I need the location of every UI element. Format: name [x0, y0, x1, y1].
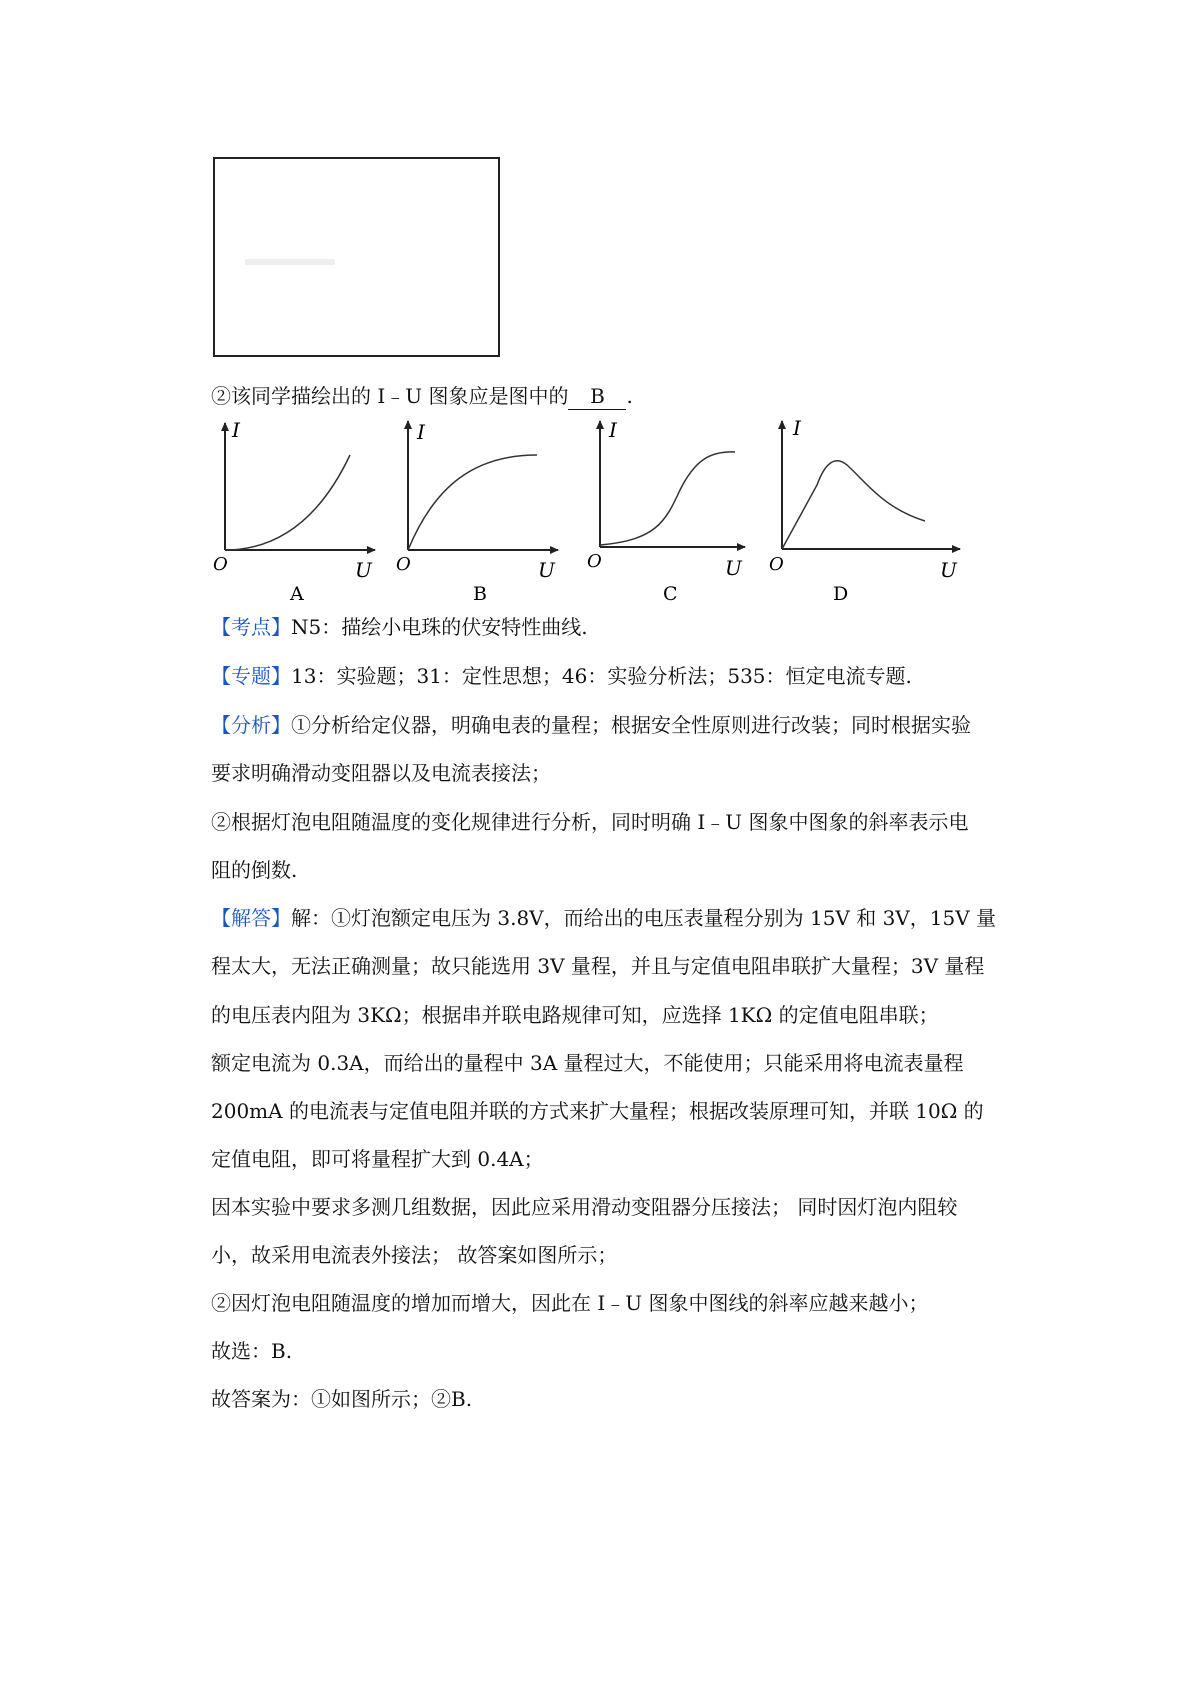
fenxi-tag: 【分析】: [211, 713, 291, 737]
iu-graph-options: [205, 415, 975, 605]
faded-figure-remnant: [245, 259, 335, 265]
graph-d-y-label: I: [793, 416, 801, 440]
kaodian-line: [211, 614, 1031, 640]
zhuanti-line: [211, 663, 1031, 689]
jieda-line-6: 定值电阻，即可将量程扩大到 0.4A；: [211, 1147, 544, 1171]
jieda-line-3: 的电压表内阻为 3KΩ；根据串并联电路规律可知，应选择 1KΩ 的定值电阻串联；: [211, 1003, 939, 1027]
question-2-suffix: .: [626, 384, 633, 408]
graph-a-option-label: A: [290, 583, 304, 605]
jieda-line-4: 额定电流为 0.3A，而给出的量程中 3A 量程过大，不能使用；只能采用将电流表量程: [211, 1051, 964, 1075]
fenxi-text-1: ①分析给定仪器，明确电表的量程；根据安全性原则进行改装；同时根据实验: [291, 713, 971, 737]
graph-a-origin-label: O: [213, 554, 228, 575]
graph-b-origin-label: O: [396, 554, 411, 575]
zhuanti-text: 13：实验题；31：定性思想；46：实验分析法；535：恒定电流专题.: [291, 664, 912, 688]
jieda-text-1: 解：①灯泡额定电压为 3.8V，而给出的电压表量程分别为 15V 和 3V，15V 量: [291, 906, 996, 930]
graph-d-origin-label: O: [769, 554, 784, 575]
graph-b-y-label: I: [417, 420, 425, 444]
jieda-line-9: ②因灯泡电阻随温度的增加而增大，因此在 I﹣U 图象中图线的斜率应越来越小；: [211, 1291, 929, 1315]
graph-b-curve: [408, 455, 537, 550]
jieda-line-5: 200mA 的电流表与定值电阻并联的方式来扩大量程；根据改装原理可知，并联 10Ω 的: [211, 1099, 984, 1123]
circuit-figure-box: [213, 157, 500, 357]
kaodian-tag: 【考点】: [211, 615, 291, 639]
graph-d: [769, 416, 960, 605]
graph-d-curve: [782, 461, 925, 549]
zhuanti-tag: 【专题】: [211, 664, 291, 688]
graph-c-curve: [600, 452, 735, 545]
fenxi-line-3: ②根据灯泡电阻随温度的变化规律进行分析，同时明确 I﹣U 图象中图象的斜率表示电: [211, 810, 969, 834]
graph-a-curve: [225, 455, 350, 550]
graph-c-x-label: U: [725, 556, 742, 580]
jieda-line-1: [211, 905, 1031, 931]
graph-a-y-label: I: [232, 418, 240, 442]
kaodian-text: N5：描绘小电珠的伏安特性曲线.: [291, 615, 588, 639]
graph-a: [213, 418, 375, 605]
fenxi-line-1: [211, 712, 1031, 738]
graph-c-origin-label: O: [587, 551, 602, 572]
graph-b-x-label: U: [538, 558, 555, 582]
answer-blank: B: [568, 383, 626, 410]
jieda-line-8: 小，故采用电流表外接法； 故答案如图所示；: [211, 1243, 618, 1267]
graph-c: [587, 418, 745, 605]
fenxi-line-2: 要求明确滑动变阻器以及电流表接法；: [211, 761, 551, 785]
jieda-line-7: 因本实验中要求多测几组数据，因此应采用滑动变阻器分压接法； 同时因灯泡内阻较: [211, 1195, 958, 1219]
graph-d-option-label: D: [833, 583, 849, 605]
question-2-line: [211, 383, 1031, 410]
question-2-prefix: ②该同学描绘出的 I﹣U 图象应是图中的: [211, 384, 569, 408]
graph-c-option-label: C: [663, 583, 678, 605]
jieda-line-11: 故答案为：①如图所示；②B.: [211, 1387, 473, 1411]
graph-a-x-label: U: [355, 558, 372, 582]
graph-b-option-label: B: [473, 583, 487, 605]
jieda-line-10: 故选：B.: [211, 1339, 293, 1363]
fenxi-line-4: 阻的倒数.: [211, 858, 298, 882]
graph-c-y-label: I: [609, 418, 617, 442]
jieda-line-2: 程太大，无法正确测量；故只能选用 3V 量程，并且与定值电阻串联扩大量程；3V 量程: [211, 954, 985, 978]
graph-b: [396, 420, 558, 605]
graph-d-x-label: U: [940, 558, 957, 582]
jieda-tag: 【解答】: [211, 906, 291, 930]
